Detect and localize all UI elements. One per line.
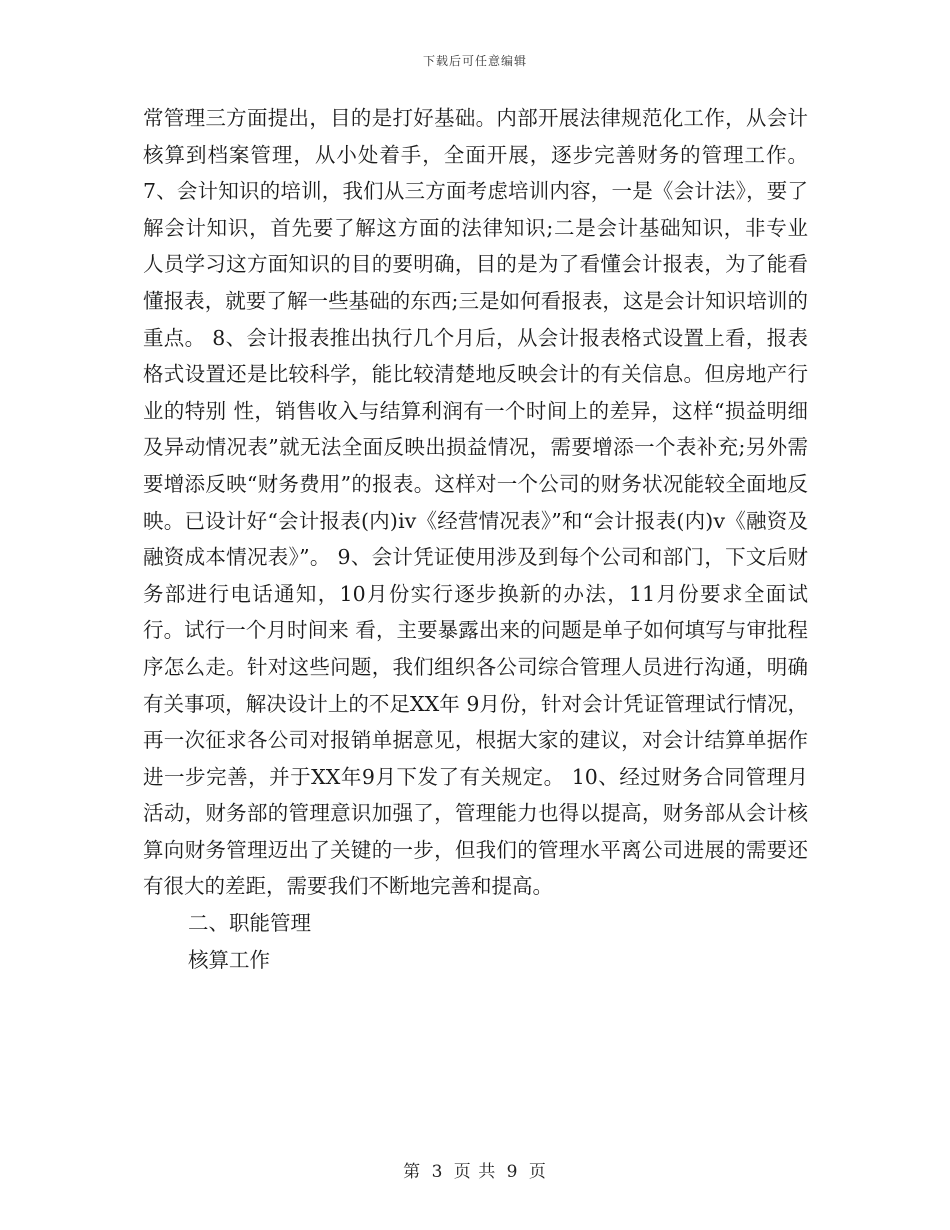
page-header-note: 下载后可任意编辑 bbox=[422, 54, 527, 68]
body-paragraph: 常管理三方面提出，目的是打好基础。内部开展法律规范化工作，从会计核算到档案管理，从小处着手，全面开展，逐步完善财务的管理工作。 7、会计知识的培训，我们从三方面考虑培训内容，一是《会计法》，要了解会计知识，首先要了解这方面的法律知识;二是会计基础知识，非专业 人员学习这方面知识的目的要明确，目的是为了看懂会计报表，为了能看懂报表，就要了解一些基础的东西;三是如何看报表，这是会计知识培训的重点。 8、会计报表推出执行几个月后，从会计报表格式设置上看，报表格式设置还是比较科学，能比较清楚地反映会计的有关信息。但房地产行业的特别 性，销售收入与结算利润有一个时间上的差异，这样“损益明细及异动情况表”就无法全面反映出损益情况，需要增添一个表补充;另外需要增添反映“财务费用”的报表。这样对一个公司的财务状况能较全面地反映。已设计好“会计报表(内)ⅳ《经营情况表》”和“会计报表(内)ⅴ《融资及融资成本情况表》”。 9、会计凭证使用涉及到每个公司和部门，下文后财务部进行电话通知，10月份实行逐步换新的办法，11月份要求全面试行。试行一个月时间来 看，主要暴露出来的问题是单子如何填写与审批程序怎么走。针对这些问题，我们组织各公司综合管理人员进行沟通，明确有关事项，解决设计上的不足XX年 9月份，针对会计凭证管理试行情况，再一次征求各公司对报销单据意见，根据大家的建议，对会计结算单据作进一步完善，并于XX年9月下发了有关规定。 10、经过财务合同管理月活动，财务部的管理意识加强了，管理能力也得以提高，财务部从会计核算向财务管理迈出了关键的一步，但我们的管理水平离公司进展的需要还有很大的差距，需要我们不断地完善和提高。 bbox=[143, 106, 808, 899]
footer-prefix: 第 bbox=[403, 1162, 422, 1182]
document-body bbox=[143, 100, 808, 978]
footer-middle: 页 共 bbox=[453, 1162, 497, 1182]
footer-total-pages: 9 bbox=[506, 1162, 519, 1182]
page-footer bbox=[0, 1157, 950, 1182]
footer-suffix: 页 bbox=[528, 1162, 547, 1182]
footer-current-page: 3 bbox=[431, 1162, 444, 1182]
subsection-heading: 核算工作 bbox=[188, 947, 270, 972]
section-heading: 二、职能管理 bbox=[188, 911, 311, 936]
